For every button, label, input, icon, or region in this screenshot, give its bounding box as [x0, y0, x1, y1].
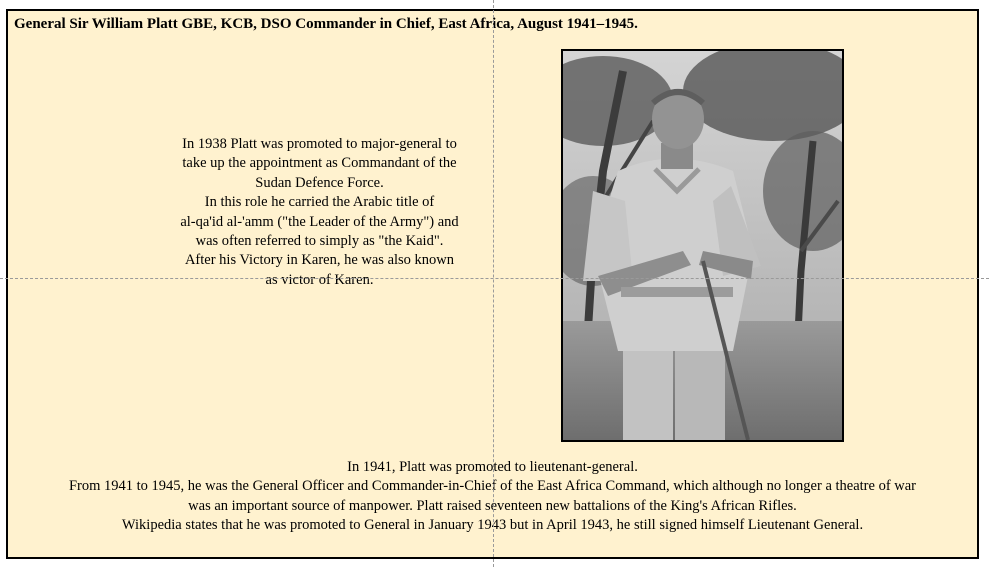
side-line: After his Victory in Karen, he was also known	[184, 252, 455, 269]
bottom-line: Wikipedia states that he was promoted to General in January 1943 but in April 1943, he still signed himself Lieutenant General.	[121, 517, 864, 534]
horizontal-guide-line	[0, 278, 989, 279]
portrait-photo-drawing	[563, 51, 842, 440]
bottom-line: was an important source of manpower. Platt raised seventeen new battalions of the King's African Rifles.	[188, 497, 797, 514]
side-line: al-qa'id al-'amm ("the Leader of the Army") and	[180, 213, 459, 230]
bottom-line: In 1941, Platt was promoted to lieutenant-general.	[347, 459, 638, 475]
biography-side-text	[158, 135, 481, 290]
portrait-photo	[561, 49, 844, 442]
side-line: take up the appointment as Commandant of the	[182, 155, 457, 172]
side-line: was often referred to simply as "the Kaid".	[195, 233, 444, 250]
bottom-line: From 1941 to 1945, he was the General Officer and Commander-in-Chief of the East Africa Command, which although no longer a theatre of war	[68, 478, 917, 495]
vertical-guide-line	[493, 0, 494, 567]
side-line: In this role he carried the Arabic title of	[204, 194, 435, 211]
side-line: Sudan Defence Force.	[255, 174, 384, 191]
side-line: as victor of Karen.	[265, 271, 374, 288]
card-title: General Sir William Platt GBE, KCB, DSO Commander in Chief, East Africa, August 1941–1945.	[14, 16, 638, 32]
side-line: In 1938 Platt was promoted to major-general to	[182, 136, 457, 152]
